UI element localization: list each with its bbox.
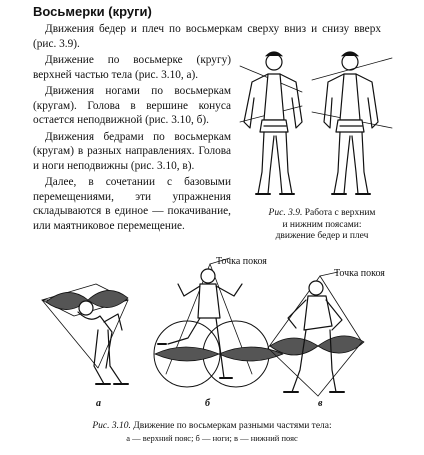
- rest-point-label-c: Точка покоя: [334, 268, 385, 279]
- paragraph-4: Движения бедрами по восьмеркам (кругам) в разных направлениях. Голова и ноги неподвижны (рис. 3.10, в).: [33, 130, 231, 172]
- figure-3-9-line2: и нижним поясами:: [282, 219, 362, 230]
- figure-3-10-prefix: Рис. 3.10.: [92, 421, 131, 431]
- figure-3-10-a: [42, 284, 128, 384]
- figure-3-10-legend: а — верхний пояс; б — ноги; в — нижний пояс: [126, 433, 298, 443]
- figure-3-9-prefix: Рис. 3.9.: [268, 208, 303, 218]
- figure-3-10-title: Движение по восьмеркам разными частями тела:: [133, 421, 332, 431]
- figure-3-10-b: [154, 258, 283, 387]
- figure-3-9-line3: движение бедер и плеч: [275, 231, 369, 241]
- figure-3-9-caption: [252, 208, 392, 243]
- figure-3-10-label-c: в: [318, 398, 323, 409]
- section-heading: Восьмерки (круги): [33, 4, 152, 19]
- figure-3-9-left-dancer: [240, 52, 302, 194]
- paragraph-3: Движения ногами по восьмеркам (кругам). Голова в вершине конуса остается неподвижной (рис. 3.10, б).: [33, 85, 231, 126]
- paragraph-1: Движения бедер и плеч по восьмеркам сверху вниз и снизу вверх (рис. 3.9).: [33, 23, 381, 50]
- figure-3-10-c: [268, 272, 364, 396]
- paragraph-2: Движение по восьмерке (кругу) верхней частью тела (рис. 3.10, а).: [33, 54, 231, 81]
- figure-3-9-line1: Работа с верхним: [304, 208, 376, 218]
- figure-3-10-caption: [34, 420, 390, 445]
- figure-3-9-right-dancer: [312, 52, 392, 194]
- figure-3-10-label-b: б: [205, 398, 210, 409]
- rest-point-label-b: Точка покоя: [216, 256, 267, 267]
- paragraph-5: Далее, в сочетании с базовыми перемещениями, эти упражнения складываются в единое — покачивание, или маятниковое перемещение.: [33, 176, 231, 232]
- figure-3-10-label-a: а: [96, 398, 101, 409]
